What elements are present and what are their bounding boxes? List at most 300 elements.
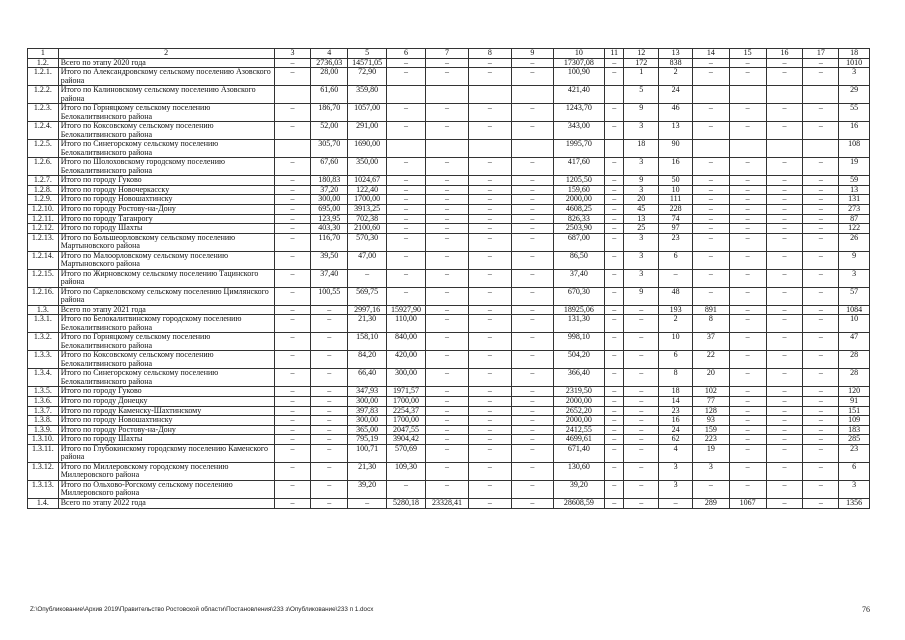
value-cell: –: [311, 315, 348, 333]
value-cell: –: [425, 369, 468, 387]
value-cell: –: [511, 251, 553, 269]
value-cell: 9: [839, 251, 870, 269]
value-cell: –: [803, 315, 839, 333]
value-cell: 14571,05: [348, 58, 387, 68]
value-cell: –: [468, 387, 511, 397]
value-cell: –: [624, 435, 659, 445]
value-cell: 23: [839, 444, 870, 462]
row-number-cell: 1.3.8.: [28, 416, 59, 426]
row-number-cell: 1.2.14.: [28, 251, 59, 269]
row-name-cell: Итого по городу Каменску-Шахтинскому: [58, 406, 274, 416]
value-cell: [604, 86, 623, 104]
value-cell: –: [348, 498, 387, 508]
value-cell: 3: [624, 251, 659, 269]
table-row: [28, 287, 870, 305]
value-cell: –: [729, 333, 766, 351]
value-cell: –: [511, 480, 553, 498]
row-number-cell: 1.2.11.: [28, 214, 59, 224]
row-name-cell: Итого по Горняцкому сельскому поселению Белокалитвинского района: [58, 104, 274, 122]
value-cell: 91: [839, 396, 870, 406]
value-cell: –: [692, 158, 729, 176]
value-cell: 2: [659, 68, 693, 86]
value-cell: –: [766, 68, 803, 86]
value-cell: –: [692, 104, 729, 122]
value-cell: [425, 140, 468, 158]
value-cell: –: [604, 104, 623, 122]
value-cell: –: [274, 406, 311, 416]
value-cell: 1024,67: [348, 176, 387, 186]
value-cell: –: [729, 176, 766, 186]
value-cell: –: [604, 185, 623, 195]
value-cell: –: [692, 58, 729, 68]
value-cell: –: [468, 204, 511, 214]
value-cell: 21,30: [348, 462, 387, 480]
row-name-cell: Итого по Глубокинскому городскому поселению Каменского района: [58, 444, 274, 462]
value-cell: –: [274, 351, 311, 369]
value-cell: –: [729, 224, 766, 234]
value-cell: 123,95: [311, 214, 348, 224]
page-number: 76: [862, 605, 870, 614]
value-cell: 131: [839, 195, 870, 205]
value-cell: 47,00: [348, 251, 387, 269]
value-cell: 671,40: [553, 444, 604, 462]
value-cell: –: [387, 195, 426, 205]
value-cell: –: [468, 305, 511, 315]
table-row: [28, 158, 870, 176]
value-cell: 417,60: [553, 158, 604, 176]
value-cell: 3: [624, 233, 659, 251]
row-number-cell: 1.2.5.: [28, 140, 59, 158]
value-cell: –: [511, 224, 553, 234]
value-cell: –: [729, 462, 766, 480]
value-cell: –: [624, 425, 659, 435]
value-cell: –: [729, 58, 766, 68]
value-cell: –: [511, 104, 553, 122]
value-cell: –: [604, 498, 623, 508]
value-cell: –: [803, 333, 839, 351]
value-cell: [729, 86, 766, 104]
value-cell: 19: [692, 444, 729, 462]
value-cell: –: [729, 387, 766, 397]
value-cell: 37,40: [553, 269, 604, 287]
value-cell: 122: [839, 224, 870, 234]
value-cell: –: [692, 233, 729, 251]
table-row: [28, 444, 870, 462]
value-cell: –: [425, 351, 468, 369]
value-cell: –: [425, 462, 468, 480]
value-cell: –: [729, 214, 766, 224]
value-cell: 838: [659, 58, 693, 68]
value-cell: 4: [659, 444, 693, 462]
value-cell: –: [311, 406, 348, 416]
value-cell: –: [425, 158, 468, 176]
value-cell: –: [803, 204, 839, 214]
value-cell: –: [766, 369, 803, 387]
value-cell: –: [387, 269, 426, 287]
value-cell: 359,80: [348, 86, 387, 104]
value-cell: –: [425, 387, 468, 397]
value-cell: 8: [659, 369, 693, 387]
value-cell: –: [511, 425, 553, 435]
value-cell: –: [468, 195, 511, 205]
value-cell: –: [274, 122, 311, 140]
value-cell: 3: [839, 480, 870, 498]
value-cell: –: [425, 269, 468, 287]
table-row: [28, 176, 870, 186]
value-cell: 13: [659, 122, 693, 140]
value-cell: –: [468, 122, 511, 140]
value-cell: [803, 86, 839, 104]
value-cell: 100,55: [311, 287, 348, 305]
value-cell: –: [692, 269, 729, 287]
value-cell: –: [803, 416, 839, 426]
value-cell: 21,30: [348, 315, 387, 333]
value-cell: 5: [624, 86, 659, 104]
value-cell: –: [311, 498, 348, 508]
value-cell: –: [511, 416, 553, 426]
value-cell: –: [729, 416, 766, 426]
value-cell: –: [604, 480, 623, 498]
value-cell: –: [274, 435, 311, 445]
value-cell: –: [511, 204, 553, 214]
value-cell: –: [604, 406, 623, 416]
row-name-cell: Итого по городу Новочеркасску: [58, 185, 274, 195]
value-cell: 39,50: [311, 251, 348, 269]
value-cell: –: [425, 315, 468, 333]
value-cell: –: [604, 269, 623, 287]
value-cell: –: [604, 396, 623, 406]
value-cell: –: [692, 204, 729, 214]
value-cell: [604, 140, 623, 158]
value-cell: –: [425, 333, 468, 351]
value-cell: 17307,08: [553, 58, 604, 68]
value-cell: 111: [659, 195, 693, 205]
value-cell: 10: [839, 315, 870, 333]
value-cell: –: [624, 351, 659, 369]
value-cell: –: [604, 369, 623, 387]
value-cell: –: [274, 68, 311, 86]
value-cell: –: [766, 269, 803, 287]
value-cell: 93: [692, 416, 729, 426]
value-cell: –: [766, 462, 803, 480]
value-cell: 180,83: [311, 176, 348, 186]
value-cell: 2319,50: [553, 387, 604, 397]
row-number-cell: 1.3.1.: [28, 315, 59, 333]
value-cell: 420,00: [387, 351, 426, 369]
header-cell: 12: [624, 49, 659, 59]
value-cell: 100,90: [553, 68, 604, 86]
value-cell: –: [468, 251, 511, 269]
row-name-cell: Итого по Горняцкому сельскому поселению Белокалитвинского района: [58, 333, 274, 351]
value-cell: –: [511, 444, 553, 462]
table-row: [28, 480, 870, 498]
row-number-cell: 1.2.8.: [28, 185, 59, 195]
value-cell: –: [311, 444, 348, 462]
row-number-cell: 1.2.13.: [28, 233, 59, 251]
value-cell: 109,30: [387, 462, 426, 480]
value-cell: 9: [624, 176, 659, 186]
value-cell: –: [766, 480, 803, 498]
value-cell: –: [692, 185, 729, 195]
value-cell: –: [624, 369, 659, 387]
value-cell: 1205,50: [553, 176, 604, 186]
value-cell: –: [766, 444, 803, 462]
value-cell: 1243,70: [553, 104, 604, 122]
value-cell: –: [729, 185, 766, 195]
value-cell: 397,83: [348, 406, 387, 416]
value-cell: 24: [659, 86, 693, 104]
value-cell: 228: [659, 204, 693, 214]
value-cell: 57: [839, 287, 870, 305]
value-cell: –: [604, 435, 623, 445]
value-cell: 687,00: [553, 233, 604, 251]
value-cell: 840,00: [387, 333, 426, 351]
value-cell: –: [803, 396, 839, 406]
value-cell: –: [425, 58, 468, 68]
value-cell: 28,00: [311, 68, 348, 86]
value-cell: –: [624, 406, 659, 416]
value-cell: –: [387, 224, 426, 234]
value-cell: –: [624, 387, 659, 397]
value-cell: 90: [659, 140, 693, 158]
value-cell: 23328,41: [425, 498, 468, 508]
value-cell: –: [624, 444, 659, 462]
value-cell: –: [511, 195, 553, 205]
value-cell: –: [803, 176, 839, 186]
value-cell: [387, 86, 426, 104]
value-cell: 25: [624, 224, 659, 234]
table-row: [28, 68, 870, 86]
value-cell: –: [692, 480, 729, 498]
row-number-cell: 1.3.7.: [28, 406, 59, 416]
value-cell: –: [766, 224, 803, 234]
value-cell: 131,30: [553, 315, 604, 333]
table-row: [28, 86, 870, 104]
value-cell: 193: [659, 305, 693, 315]
value-cell: 1356: [839, 498, 870, 508]
value-cell: 52,00: [311, 122, 348, 140]
row-number-cell: 1.4.: [28, 498, 59, 508]
value-cell: 273: [839, 204, 870, 214]
value-cell: 3: [692, 462, 729, 480]
value-cell: 223: [692, 435, 729, 445]
value-cell: 48: [659, 287, 693, 305]
value-cell: 3904,42: [387, 435, 426, 445]
value-cell: –: [766, 251, 803, 269]
value-cell: –: [729, 158, 766, 176]
row-name-cell: Итого по городу Таганрогу: [58, 214, 274, 224]
value-cell: –: [425, 251, 468, 269]
value-cell: –: [274, 416, 311, 426]
row-name-cell: Итого по Шолоховскому городскому поселению Белокалитвинского района: [58, 158, 274, 176]
value-cell: –: [468, 104, 511, 122]
value-cell: –: [803, 185, 839, 195]
value-cell: –: [511, 462, 553, 480]
header-cell: 4: [311, 49, 348, 59]
value-cell: –: [766, 387, 803, 397]
value-cell: –: [425, 435, 468, 445]
value-cell: –: [511, 176, 553, 186]
value-cell: –: [659, 269, 693, 287]
value-cell: –: [803, 122, 839, 140]
header-cell: 1: [28, 49, 59, 59]
value-cell: –: [766, 287, 803, 305]
value-cell: –: [624, 396, 659, 406]
value-cell: –: [729, 480, 766, 498]
value-cell: –: [387, 204, 426, 214]
value-cell: 18: [624, 140, 659, 158]
table-row: [28, 435, 870, 445]
value-cell: –: [604, 214, 623, 224]
header-cell: 5: [348, 49, 387, 59]
value-cell: –: [468, 444, 511, 462]
value-cell: –: [766, 406, 803, 416]
value-cell: 20: [624, 195, 659, 205]
value-cell: –: [803, 104, 839, 122]
value-cell: –: [468, 214, 511, 224]
footer-file-path: Z:\Опубликование\Архив 2019\Правительство Ростовской области\Постановления\233 з\Опубликование\233 п 1.docx: [30, 606, 374, 613]
value-cell: –: [511, 369, 553, 387]
value-cell: –: [729, 204, 766, 214]
value-cell: 2000,00: [553, 416, 604, 426]
header-row: [28, 49, 870, 59]
value-cell: 2412,55: [553, 425, 604, 435]
value-cell: 87: [839, 214, 870, 224]
value-cell: –: [624, 315, 659, 333]
value-cell: –: [604, 416, 623, 426]
row-number-cell: 1.3.5.: [28, 387, 59, 397]
value-cell: –: [274, 287, 311, 305]
value-cell: 4699,61: [553, 435, 604, 445]
value-cell: –: [511, 269, 553, 287]
value-cell: –: [604, 68, 623, 86]
value-cell: –: [468, 480, 511, 498]
value-cell: –: [692, 214, 729, 224]
row-name-cell: Итого по городу Донецку: [58, 396, 274, 406]
value-cell: –: [604, 158, 623, 176]
table-row: [28, 233, 870, 251]
value-cell: –: [729, 369, 766, 387]
value-cell: 570,69: [387, 444, 426, 462]
value-cell: –: [604, 224, 623, 234]
value-cell: 300,00: [348, 396, 387, 406]
value-cell: –: [692, 224, 729, 234]
value-cell: –: [311, 369, 348, 387]
value-cell: 891: [692, 305, 729, 315]
value-cell: 1971,57: [387, 387, 426, 397]
row-name-cell: Итого по городу Гуково: [58, 387, 274, 397]
value-cell: 3: [624, 269, 659, 287]
value-cell: 2000,00: [553, 396, 604, 406]
value-cell: –: [387, 287, 426, 305]
value-cell: –: [425, 305, 468, 315]
value-cell: 16: [839, 122, 870, 140]
value-cell: –: [729, 195, 766, 205]
header-cell: 8: [468, 49, 511, 59]
row-number-cell: 1.2.12.: [28, 224, 59, 234]
value-cell: –: [803, 158, 839, 176]
row-number-cell: 1.3.10.: [28, 435, 59, 445]
table-row: [28, 333, 870, 351]
value-cell: –: [803, 369, 839, 387]
value-cell: [729, 140, 766, 158]
value-cell: 285: [839, 435, 870, 445]
row-number-cell: 1.3.11.: [28, 444, 59, 462]
value-cell: 5280,18: [387, 498, 426, 508]
row-name-cell: Итого по городу Ростову-на-Дону: [58, 425, 274, 435]
value-cell: 365,00: [348, 425, 387, 435]
row-name-cell: Итого по городу Ростову-на-Дону: [58, 204, 274, 214]
table-row: [28, 195, 870, 205]
value-cell: 67,60: [311, 158, 348, 176]
value-cell: 504,20: [553, 351, 604, 369]
value-cell: 6: [659, 251, 693, 269]
value-cell: –: [274, 195, 311, 205]
header-cell: 18: [839, 49, 870, 59]
row-name-cell: Итого по городу Шахты: [58, 224, 274, 234]
value-cell: [274, 140, 311, 158]
value-cell: 1084: [839, 305, 870, 315]
value-cell: 74: [659, 214, 693, 224]
value-cell: –: [468, 158, 511, 176]
value-cell: 670,30: [553, 287, 604, 305]
value-cell: 66,40: [348, 369, 387, 387]
value-cell: 120: [839, 387, 870, 397]
value-cell: 8: [692, 315, 729, 333]
value-cell: –: [511, 122, 553, 140]
value-cell: 1067: [729, 498, 766, 508]
value-cell: –: [624, 416, 659, 426]
value-cell: –: [803, 351, 839, 369]
value-cell: [803, 140, 839, 158]
row-name-cell: Итого по Ольхово-Рогскому сельскому поселению Миллеровского района: [58, 480, 274, 498]
value-cell: –: [425, 416, 468, 426]
value-cell: 16: [659, 416, 693, 426]
value-cell: 28: [839, 369, 870, 387]
value-cell: 695,00: [311, 204, 348, 214]
value-cell: 23: [659, 406, 693, 416]
value-cell: 2100,60: [348, 224, 387, 234]
value-cell: 77: [692, 396, 729, 406]
value-cell: –: [604, 204, 623, 214]
value-cell: 2: [659, 315, 693, 333]
value-cell: 50: [659, 176, 693, 186]
value-cell: –: [425, 68, 468, 86]
value-cell: –: [729, 251, 766, 269]
value-cell: –: [604, 287, 623, 305]
header-cell: 6: [387, 49, 426, 59]
row-number-cell: 1.2.9.: [28, 195, 59, 205]
value-cell: –: [803, 444, 839, 462]
row-name-cell: Итого по Александровскому сельскому поселению Азовского района: [58, 68, 274, 86]
value-cell: 116,70: [311, 233, 348, 251]
value-cell: 186,70: [311, 104, 348, 122]
value-cell: 10: [659, 185, 693, 195]
row-name-cell: Итого по Синегорскому сельскому поселению Белокалитвинского района: [58, 369, 274, 387]
value-cell: 158,10: [348, 333, 387, 351]
row-name-cell: Итого по Малоорловскому сельскому поселению Мартыновского района: [58, 251, 274, 269]
value-cell: 15927,90: [387, 305, 426, 315]
value-cell: –: [803, 214, 839, 224]
value-cell: 6: [839, 462, 870, 480]
header-cell: 14: [692, 49, 729, 59]
row-number-cell: 1.3.13.: [28, 480, 59, 498]
value-cell: –: [511, 333, 553, 351]
value-cell: –: [803, 480, 839, 498]
value-cell: 9: [624, 104, 659, 122]
value-cell: –: [766, 58, 803, 68]
value-cell: –: [766, 498, 803, 508]
